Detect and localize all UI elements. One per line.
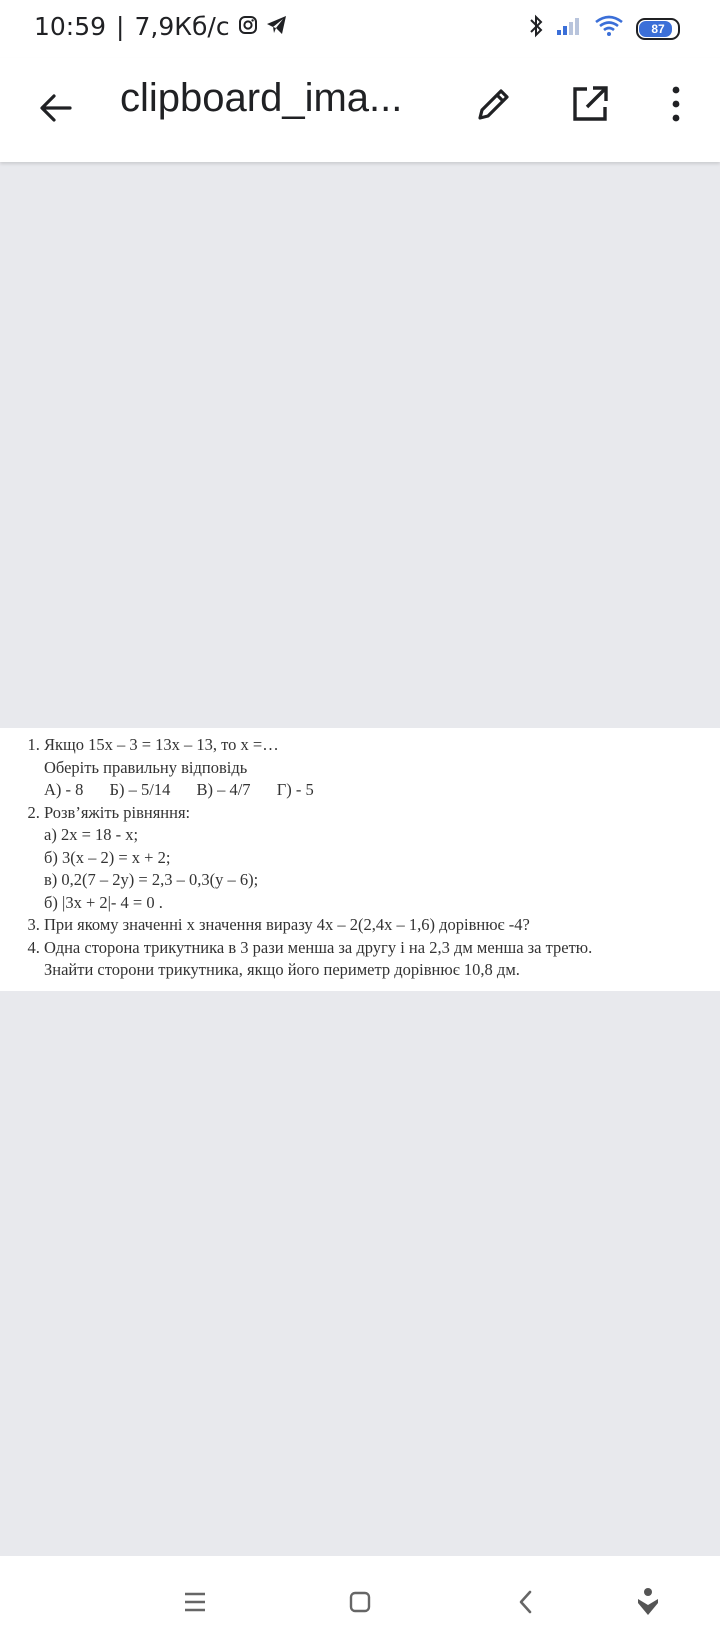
equation-c: в) 0,2(7 – 2у) = 2,3 – 0,3(у – 6); xyxy=(44,870,259,889)
answer-option: Б) – 5/14 xyxy=(109,780,171,799)
task-3-question: 3. При якому значенні х значення виразу 4х – 2(2,4х – 1,6) дорівнює -4? xyxy=(44,915,530,934)
signal-icon xyxy=(556,16,582,41)
task-item-2 xyxy=(44,802,720,915)
answer-option: Г) - 5 xyxy=(276,780,314,799)
page-title: clipboard_ima... xyxy=(120,76,403,120)
recents-button[interactable] xyxy=(177,1586,213,1622)
answer-option: В) – 4/7 xyxy=(196,780,251,799)
instagram-icon xyxy=(238,12,258,41)
task-item-3 xyxy=(44,914,720,937)
task-item-1 xyxy=(44,734,720,802)
status-right xyxy=(528,14,680,43)
task-4-line-1: 4. Одна сторона трикутника в 3 рази менша за другу і на 2,3 дм менша за третю. xyxy=(44,937,593,957)
equation-a: а) 2х = 18 - х; xyxy=(44,825,139,844)
task-1-answers xyxy=(44,779,720,802)
task-item-4 xyxy=(44,937,720,982)
battery-icon xyxy=(636,18,680,40)
bluetooth-icon xyxy=(528,14,544,43)
status-separator: | xyxy=(116,12,125,41)
telegram-icon xyxy=(266,12,288,41)
task-4-line-2: Знайти сторони трикутника, якщо його периметр дорівнює 10,8 дм. xyxy=(44,960,520,979)
more-vert-icon xyxy=(670,84,682,129)
wifi-icon xyxy=(594,14,624,43)
back-button[interactable] xyxy=(34,86,78,130)
back-arrow-icon xyxy=(34,117,78,134)
battery-percent: 87 xyxy=(651,21,665,36)
document-image xyxy=(0,728,720,991)
navigation-bar xyxy=(0,1556,720,1650)
answer-option: А) - 8 xyxy=(44,780,84,799)
system-back-button[interactable] xyxy=(508,1586,544,1622)
task-1-instruction: Оберіть правильну відповідь xyxy=(44,757,248,777)
home-square-icon xyxy=(348,1590,372,1619)
network-speed: 7,9Кб/с xyxy=(134,12,230,41)
menu-icon xyxy=(183,1591,207,1618)
home-button[interactable] xyxy=(342,1586,378,1622)
assistant-button[interactable] xyxy=(630,1586,666,1622)
open-external-button[interactable] xyxy=(566,82,614,130)
back-chevron-icon xyxy=(516,1589,536,1620)
equation-b: б) 3(х – 2) = х + 2; xyxy=(44,847,171,867)
pencil-icon xyxy=(474,84,514,129)
more-options-button[interactable] xyxy=(652,82,700,130)
task-1-question: 1. Якщо 15х – 3 = 13х – 13, то х =… xyxy=(44,735,279,754)
assistant-icon xyxy=(634,1587,662,1622)
open-external-icon xyxy=(569,83,611,130)
app-bar xyxy=(0,58,720,162)
equation-d: б) |3х + 2|- 4 = 0 . xyxy=(44,892,163,912)
clock: 10:59 xyxy=(34,12,107,41)
edit-button[interactable] xyxy=(470,82,518,130)
task-2-heading: 2. Розв’яжіть рівняння: xyxy=(44,802,191,822)
status-bar xyxy=(0,0,720,58)
status-left xyxy=(34,12,288,41)
task-list xyxy=(0,728,720,982)
